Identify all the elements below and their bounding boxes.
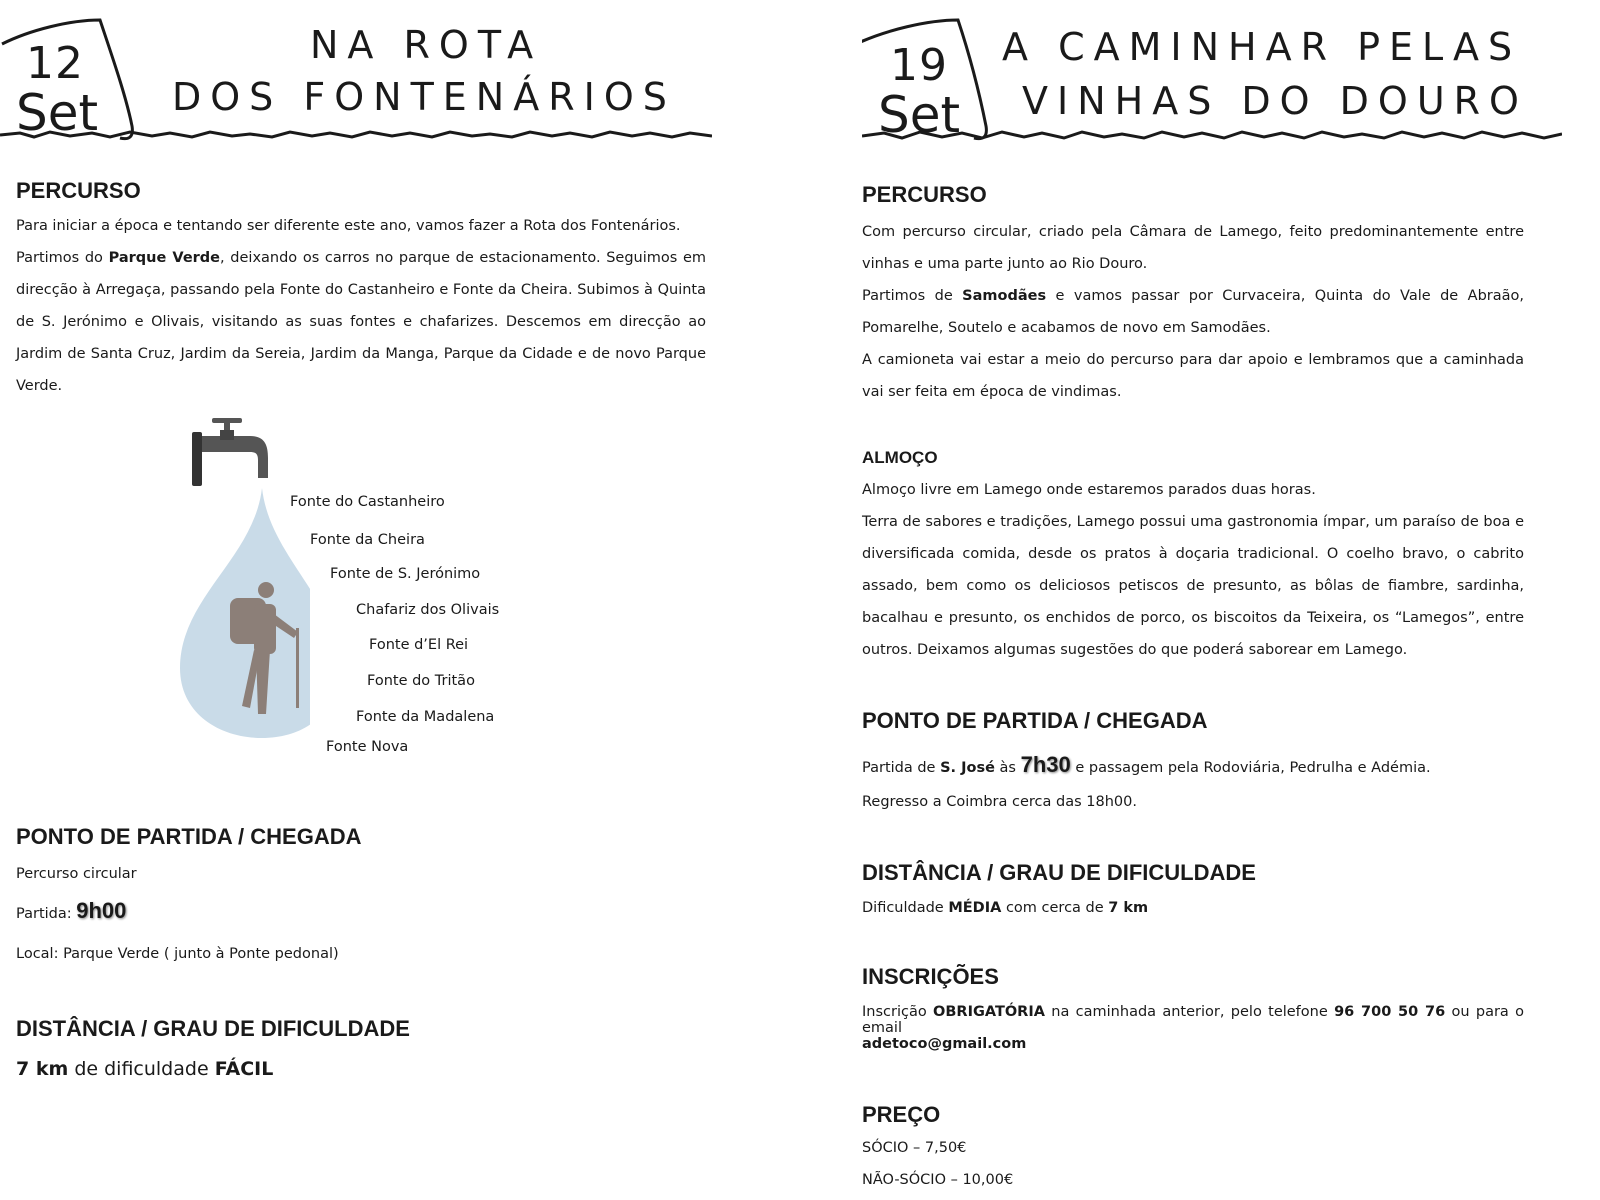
right-title-line1: A CAMINHAR PELAS: [1002, 25, 1522, 69]
right-date-day: 19: [890, 40, 948, 91]
fonte-item: Fonte d’El Rei: [369, 637, 469, 653]
left-partida: Partida: 9h00: [16, 898, 127, 923]
fonte-item: Fonte do Castanheiro: [290, 494, 445, 510]
left-header: [0, 0, 740, 150]
left-column: [0, 0, 740, 1080]
left-date-month: Set: [16, 84, 99, 142]
left-percurso-circular: Percurso circular: [16, 866, 137, 882]
right-column: [862, 0, 1562, 1188]
right-percurso-heading: PERCURSO: [862, 182, 987, 207]
left-local: Local: Parque Verde ( junto à Ponte pedonal): [16, 946, 339, 962]
torn-edge-divider: [862, 128, 1562, 144]
right-date-month: Set: [878, 86, 961, 144]
left-date-day: 12: [26, 38, 84, 89]
preco-socio: SÓCIO – 7,50€: [862, 1140, 967, 1156]
fonte-item: Fonte do Tritão: [367, 673, 475, 689]
left-title-line1: NA ROTA: [310, 23, 543, 67]
water-drop-illustration: [170, 418, 310, 748]
fonte-item: Fonte da Cheira: [310, 532, 425, 548]
right-almoco-text: Almoço livre em Lamego onde estaremos parados duas horas. Terra de sabores e tradições, Lamego possui uma gastronomia ímpar, um paraíso de boa e diversificada comida, desde os pratos à doçaria tradicional. O coelho bravo, o cabrito assado, bem como os deliciosos petiscos de presunto, as bôlas de fiambre, sardinha, bacalhau e presunto, os enchidos de porco, os biscoitos da Teixeira, os “Lamegos”, entre outros. Deixamos algumas sugestões do que poderá saborear em Lamego.: [862, 482, 1524, 658]
right-ponto-heading: PONTO DE PARTIDA / CHEGADA: [862, 708, 1208, 733]
right-almoco-heading: ALMOÇO: [862, 448, 938, 467]
right-title-line2: VINHAS DO DOURO: [1022, 79, 1528, 123]
left-distancia-text: 7 km de dificuldade FÁCIL: [16, 1058, 274, 1080]
right-inscricoes-heading: INSCRIÇÕES: [862, 964, 999, 989]
tap-icon: [192, 418, 268, 486]
right-distancia-text: Dificuldade MÉDIA com cerca de 7 km: [862, 900, 1149, 916]
left-ponto-heading: PONTO DE PARTIDA / CHEGADA: [16, 824, 362, 849]
left-distancia-heading: DISTÂNCIA / GRAU DE DIFICULDADE: [16, 1016, 410, 1041]
fonte-item: Fonte de S. Jerónimo: [330, 566, 481, 582]
email-link[interactable]: adetoco@gmail.com: [862, 1036, 1027, 1052]
left-percurso-heading: PERCURSO: [16, 178, 141, 203]
right-inscricoes-text: Inscrição OBRIGATÓRIA na caminhada anterior, pelo telefone 96 700 50 76 ou para o email: [862, 1004, 1524, 1036]
right-partida: Partida de S. José às 7h30 e passagem pela Rodoviária, Pedrulha e Adémia.: [862, 752, 1431, 777]
fonte-item: Fonte Nova: [326, 739, 409, 755]
fonte-item: Fonte da Madalena: [356, 709, 495, 725]
left-percurso-text: Para iniciar a época e tentando ser diferente este ano, vamos fazer a Rota dos Fontenários. Partimos do Parque Verde, deixando os carros no parque de estacionamento. Seguimos em direcção à Arregaça, passando pela Fonte do Castanheiro e Fonte da Cheira. Subimos à Quinta de S. Jerónimo e Olivais, visitando as suas fontes e chafarizes. Descemos em direcção ao Jardim de Santa Cruz, Jardim da Sereia, Jardim da Manga, Parque da Cidade e de novo Parque Verde.: [16, 218, 707, 394]
left-date-badge: [0, 16, 140, 142]
right-header: [862, 0, 1562, 150]
right-distancia-heading: DISTÂNCIA / GRAU DE DIFICULDADE: [862, 860, 1256, 885]
right-partida-time: 7h30: [1020, 752, 1071, 777]
right-percurso-text: Com percurso circular, criado pela Câmara de Lamego, feito predominantemente entre vinhas e uma parte junto ao Rio Douro. Partimos de Samodães e vamos passar por Curvaceira, Quinta do Vale de Abraão, Pomarelhe, Soutelo e acabamos de novo em Samodães. A camioneta vai estar a meio do percurso para dar apoio e lembramos que a caminhada vai ser feita em época de vindimas.: [862, 224, 1524, 400]
preco-nao-socio: NÃO-SÓCIO – 10,00€: [862, 1172, 1014, 1188]
fonte-item: Chafariz dos Olivais: [356, 602, 500, 618]
left-partida-time: 9h00: [76, 898, 127, 923]
torn-edge-divider: [0, 128, 712, 142]
left-title-line2: DOS FONTENÁRIOS: [172, 75, 676, 119]
right-date-badge: [862, 16, 1002, 142]
right-regresso: Regresso a Coimbra cerca das 18h00.: [862, 794, 1137, 810]
right-preco-heading: PREÇO: [862, 1102, 941, 1127]
